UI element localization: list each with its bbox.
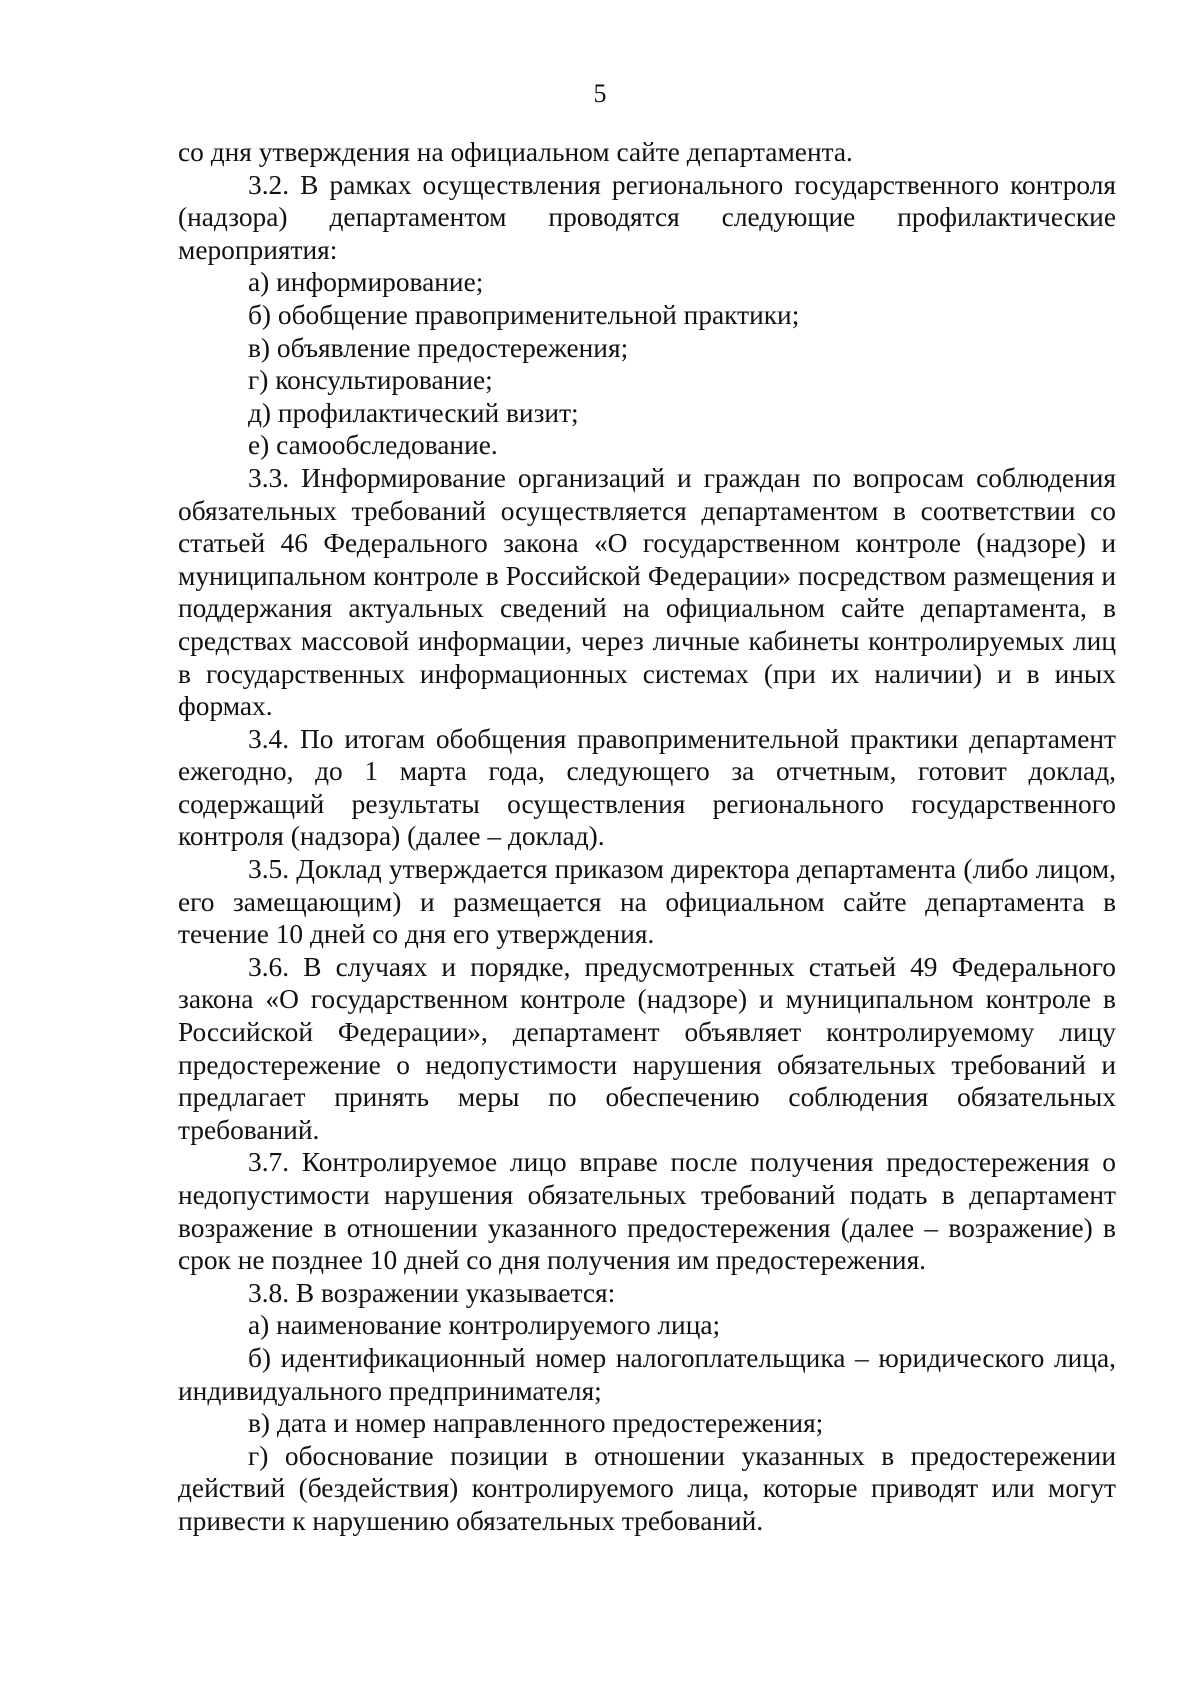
paragraph: б) идентификационный номер налогоплательщика – юридического лица, индивидуального предпринимателя; <box>178 1342 1116 1406</box>
paragraph: а) наименование контролируемого лица; <box>248 1310 721 1341</box>
paragraph: 3.5. Доклад утверждается приказом директора департамента (либо лицом, его замещающим) и размещается на официальном сайте департамента в течение 10 дней со дня его утверждения. <box>178 854 1116 950</box>
paragraph: 3.7. Контролируемое лицо вправе после получения предостережения о недопустимости нарушения обязательных требований подать в департамент возражение в отношении указанного предостережения (далее – возражение) в срок не позднее 10 дней со дня получения им предостережения. <box>178 1147 1116 1276</box>
paragraph: 3.2. В рамках осуществления регионального государственного контроля (надзора) департаментом проводятся следующие профилактические мероприятия: <box>178 169 1116 265</box>
paragraph: б) обобщение правоприменительной практики; <box>248 299 800 330</box>
paragraph: е) самообследование. <box>248 430 498 461</box>
paragraph: 3.6. В случаях и порядке, предусмотренных статьей 49 Федерального закона «О государственном контроле (надзоре) и муниципальном контроле в Российской Федерации», департамент объявляет контролируемому лицу предостережение о недопустимости нарушения обязательных требований и предлагает принять меры по обеспечению соблюдения обязательных требований. <box>178 951 1116 1145</box>
paragraph: в) объявление предостережения; <box>248 332 629 363</box>
paragraph: 3.4. По итогам обобщения правоприменительной практики департамент ежегодно, до 1 марта года, следующего за отчетным, готовит доклад, содержащий результаты осуществления регионального государственного контроля (надзора) (далее – доклад). <box>178 723 1116 852</box>
paragraph: 3.3. Информирование организаций и граждан по вопросам соблюдения обязательных требований осуществляется департаментом в соответствии со статьей 46 Федерального закона «О государственном контроле (надзоре) и муниципальном контроле в Российской Федерации» посредством размещения и поддержания актуальных сведений на официальном сайте департамента, в средствах массовой информации, через личные кабинеты контролируемых лиц в государственных информационных системах (при их наличии) и в иных формах. <box>178 462 1116 722</box>
page-number: 5 <box>593 79 607 108</box>
paragraph: а) информирование; <box>248 267 484 298</box>
document-body <box>178 136 1116 1538</box>
paragraph: в) дата и номер направленного предостережения; <box>248 1408 824 1439</box>
paragraph: г) консультирование; <box>248 365 493 396</box>
paragraph: г) обоснование позиции в отношении указанных в предостережении действий (бездействия) контролируемого лица, которые приводят или могут привести к нарушению обязательных требований. <box>178 1440 1116 1536</box>
paragraph: со дня утверждения на официальном сайте департамента. <box>178 137 853 167</box>
paragraph: д) профилактический визит; <box>248 397 579 428</box>
paragraph: 3.8. В возражении указывается: <box>248 1277 616 1308</box>
